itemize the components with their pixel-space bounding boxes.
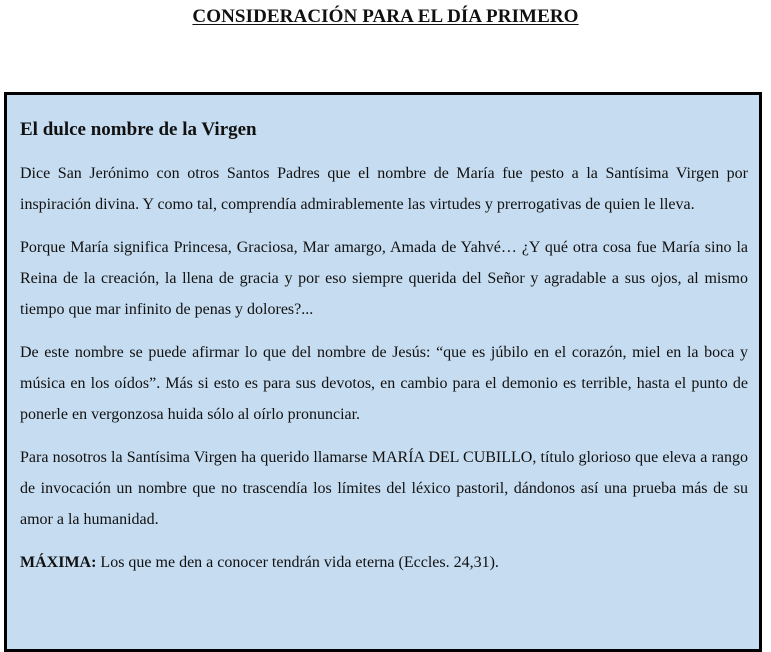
maxima-label: MÁXIMA: <box>20 553 97 571</box>
paragraph-4: Para nosotros la Santísima Virgen ha querido llamarse MARÍA DEL CUBILLO, título glorioso que eleva a rango de invocación un nombre que no trascendía los límites del léxico pastoril, dándonos así una prueba más de su amor a la humanidad. <box>20 448 748 528</box>
section-heading: El dulce nombre de la Virgen <box>20 119 257 140</box>
paragraph-1: Dice San Jerónimo con otros Santos Padres que el nombre de María fue pesto a la Santísima Virgen por inspiración divina. Y como tal, comprendía admirablemente las virtudes y prerrogativas de quien le lleva. <box>20 164 748 213</box>
content-box <box>4 92 762 652</box>
paragraph-2: Porque María significa Princesa, Graciosa, Mar amargo, Amada de Yahvé… ¿Y qué otra cosa fue María sino la Reina de la creación, la llena de gracia y por eso siempre querida del Señor y agradable a sus ojos, al mismo tiempo que mar infinito de penas y dolores?... <box>20 238 748 318</box>
paragraph-3: De este nombre se puede afirmar lo que del nombre de Jesús: “que es júbilo en el corazón, miel en la boca y música en los oídos”. Más si esto es para sus devotos, en cambio para el demonio es terrible, hasta el punto de ponerle en vergonzosa huida sólo al oírlo pronunciar. <box>20 343 748 423</box>
maxima-text: Los que me den a conocer tendrán vida eterna (Eccles. 24,31). <box>96 553 499 571</box>
maxima-paragraph <box>20 547 748 578</box>
page-title: CONSIDERACIÓN PARA EL DÍA PRIMERO <box>192 6 579 27</box>
